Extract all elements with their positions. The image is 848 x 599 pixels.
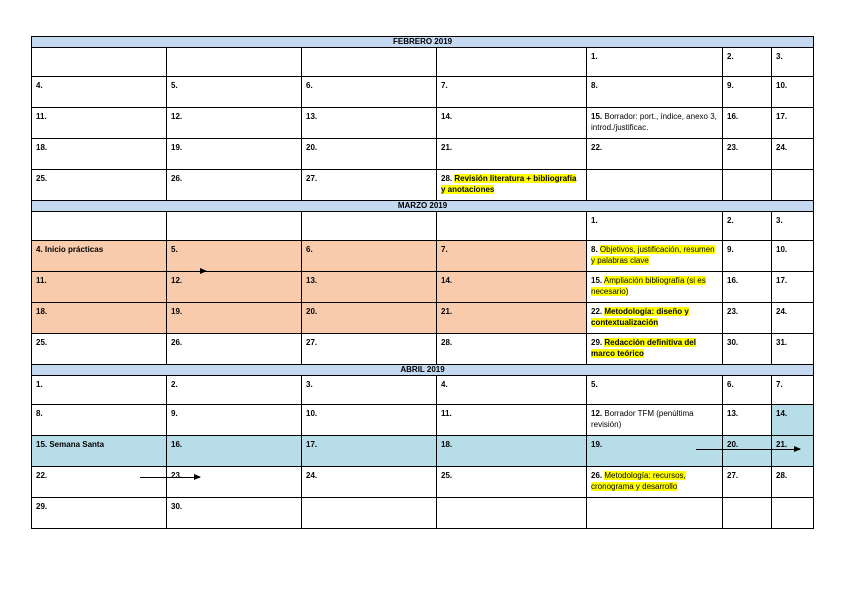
month-header-row	[32, 201, 814, 212]
task-note: Borrador: port., índice, anexo 3, introd./justificac.	[591, 112, 717, 132]
task-note-highlight: Revisión literatura + bibliografía y anotaciones	[441, 174, 577, 194]
task-note-highlight: Metodología: diseño y contextualización	[591, 307, 689, 327]
day-cell-semana-santa: 15. Semana Santa	[32, 436, 167, 467]
day-cell: 19.	[167, 139, 302, 170]
day-cell: 2.	[723, 48, 772, 77]
day-cell: 26.	[167, 334, 302, 365]
day-cell: 27.	[302, 334, 437, 365]
month-header-row	[32, 365, 814, 376]
day-cell: 1.	[32, 376, 167, 405]
day-cell: 12.	[167, 272, 302, 303]
day-cell	[302, 212, 437, 241]
semana-santa-arrow-icon	[140, 477, 200, 478]
day-cell: 30.	[723, 334, 772, 365]
day-cell	[772, 498, 814, 529]
day-cell: 25.	[32, 334, 167, 365]
day-cell: 23.	[723, 139, 772, 170]
day-cell: 10.	[772, 77, 814, 108]
day-cell: 14.	[437, 272, 587, 303]
day-cell: 30.	[167, 498, 302, 529]
day-cell: 13.	[302, 108, 437, 139]
day-number: 28.	[441, 174, 453, 183]
day-cell: 22.	[587, 139, 723, 170]
day-cell-with-task	[587, 241, 723, 272]
day-cell: 21.	[437, 303, 587, 334]
day-cell: 28.	[772, 467, 814, 498]
day-cell: 8.	[587, 77, 723, 108]
day-cell	[723, 498, 772, 529]
practicas-arrow-icon	[132, 271, 206, 272]
day-cell: 9.	[723, 241, 772, 272]
day-cell-with-task	[587, 334, 723, 365]
day-cell: 9.	[167, 405, 302, 436]
month-title-mar: MARZO 2019	[32, 201, 814, 212]
week-row	[32, 498, 814, 529]
day-cell: 1.	[587, 48, 723, 77]
week-row	[32, 405, 814, 436]
day-cell	[723, 170, 772, 201]
week-row	[32, 467, 814, 498]
day-cell: 18.	[437, 436, 587, 467]
day-cell: 27.	[302, 170, 437, 201]
day-cell: 20.	[302, 139, 437, 170]
day-cell	[32, 48, 167, 77]
day-cell: 11.	[32, 272, 167, 303]
day-cell	[437, 48, 587, 77]
day-cell: 7.	[437, 241, 587, 272]
day-cell: 31.	[772, 334, 814, 365]
month-title-apr: ABRIL 2019	[32, 365, 814, 376]
calendar-table	[31, 36, 814, 529]
day-number: 8.	[591, 245, 598, 254]
day-cell: 16.	[167, 436, 302, 467]
day-cell-with-task	[437, 170, 587, 201]
week-row	[32, 241, 814, 272]
day-number: 12.	[591, 409, 603, 418]
task-note-highlight: Ampliación bibliografía (si es necesario)	[591, 276, 706, 296]
day-cell: 24.	[772, 303, 814, 334]
day-cell-with-task	[587, 467, 723, 498]
day-cell: 23.	[167, 467, 302, 498]
day-number: 15.	[591, 112, 603, 121]
day-cell: 4.	[32, 77, 167, 108]
day-cell: 16.	[723, 108, 772, 139]
day-cell: 13.	[723, 405, 772, 436]
week-row	[32, 77, 814, 108]
day-cell: 9.	[723, 77, 772, 108]
day-cell: 25.	[437, 467, 587, 498]
day-cell: 3.	[772, 212, 814, 241]
day-cell: 13.	[302, 272, 437, 303]
day-cell: 10.	[772, 241, 814, 272]
day-cell	[302, 498, 437, 529]
day-cell: 12.	[167, 108, 302, 139]
day-cell-with-task	[587, 405, 723, 436]
day-cell	[32, 212, 167, 241]
week-row	[32, 108, 814, 139]
day-cell: 6.	[723, 376, 772, 405]
day-cell-practicas-start: 4. Inicio prácticas	[32, 241, 167, 272]
day-number: 26.	[591, 471, 603, 480]
day-cell: 21.	[772, 436, 814, 467]
day-cell	[167, 212, 302, 241]
day-cell: 2.	[723, 212, 772, 241]
week-row	[32, 303, 814, 334]
day-cell: 23.	[723, 303, 772, 334]
day-cell: 24.	[302, 467, 437, 498]
day-cell: 8.	[32, 405, 167, 436]
week-row	[32, 436, 814, 467]
day-cell: 6.	[302, 77, 437, 108]
day-cell: 14.	[437, 108, 587, 139]
day-cell	[302, 48, 437, 77]
day-cell: 18.	[32, 303, 167, 334]
day-cell: 3.	[302, 376, 437, 405]
day-cell: 16.	[723, 272, 772, 303]
day-cell: 19.	[587, 436, 723, 467]
day-cell: 29.	[32, 498, 167, 529]
day-cell: 11.	[32, 108, 167, 139]
task-note-highlight: Metodología: recursos, cronograma y desarrollo	[591, 471, 686, 491]
week-row	[32, 48, 814, 77]
day-cell	[167, 48, 302, 77]
day-cell: 14.	[772, 405, 814, 436]
week-row	[32, 334, 814, 365]
day-cell: 11.	[437, 405, 587, 436]
day-cell: 10.	[302, 405, 437, 436]
day-cell: 25.	[32, 170, 167, 201]
day-cell	[587, 170, 723, 201]
day-cell	[437, 212, 587, 241]
day-cell	[437, 498, 587, 529]
day-cell-with-task	[587, 303, 723, 334]
day-cell: 17.	[772, 272, 814, 303]
day-cell: 19.	[167, 303, 302, 334]
day-cell: 4.	[437, 376, 587, 405]
day-number: 22.	[591, 307, 603, 316]
day-cell: 20.	[723, 436, 772, 467]
day-cell: 7.	[437, 77, 587, 108]
day-cell: 22.	[32, 467, 167, 498]
week-row	[32, 170, 814, 201]
borrador-arrow-icon	[696, 449, 800, 450]
day-cell: 3.	[772, 48, 814, 77]
day-cell: 18.	[32, 139, 167, 170]
day-cell-with-task	[587, 108, 723, 139]
day-cell: 17.	[772, 108, 814, 139]
month-header-row	[32, 37, 814, 48]
day-cell: 20.	[302, 303, 437, 334]
day-cell: 2.	[167, 376, 302, 405]
day-cell	[587, 498, 723, 529]
day-cell	[772, 170, 814, 201]
day-number: 29.	[591, 338, 603, 347]
day-cell: 27.	[723, 467, 772, 498]
day-cell-with-task	[587, 272, 723, 303]
day-cell: 6.	[302, 241, 437, 272]
day-cell: 26.	[167, 170, 302, 201]
day-cell: 7.	[772, 376, 814, 405]
day-cell: 5.	[167, 77, 302, 108]
week-row	[32, 376, 814, 405]
day-cell: 5.	[167, 241, 302, 272]
task-note: Borrador TFM (penúltima revisión)	[591, 409, 694, 429]
task-note-highlight: Objetivos, justificación, resumen y palabras clave	[591, 245, 715, 265]
task-note-highlight: Redacción definitiva del marco teórico	[591, 338, 696, 358]
day-cell: 5.	[587, 376, 723, 405]
week-row	[32, 212, 814, 241]
day-cell: 21.	[437, 139, 587, 170]
week-row	[32, 139, 814, 170]
day-cell: 1.	[587, 212, 723, 241]
day-cell: 28.	[437, 334, 587, 365]
day-cell: 24.	[772, 139, 814, 170]
day-number: 15.	[591, 276, 603, 285]
month-title-feb: FEBRERO 2019	[32, 37, 814, 48]
week-row	[32, 272, 814, 303]
day-cell: 17.	[302, 436, 437, 467]
